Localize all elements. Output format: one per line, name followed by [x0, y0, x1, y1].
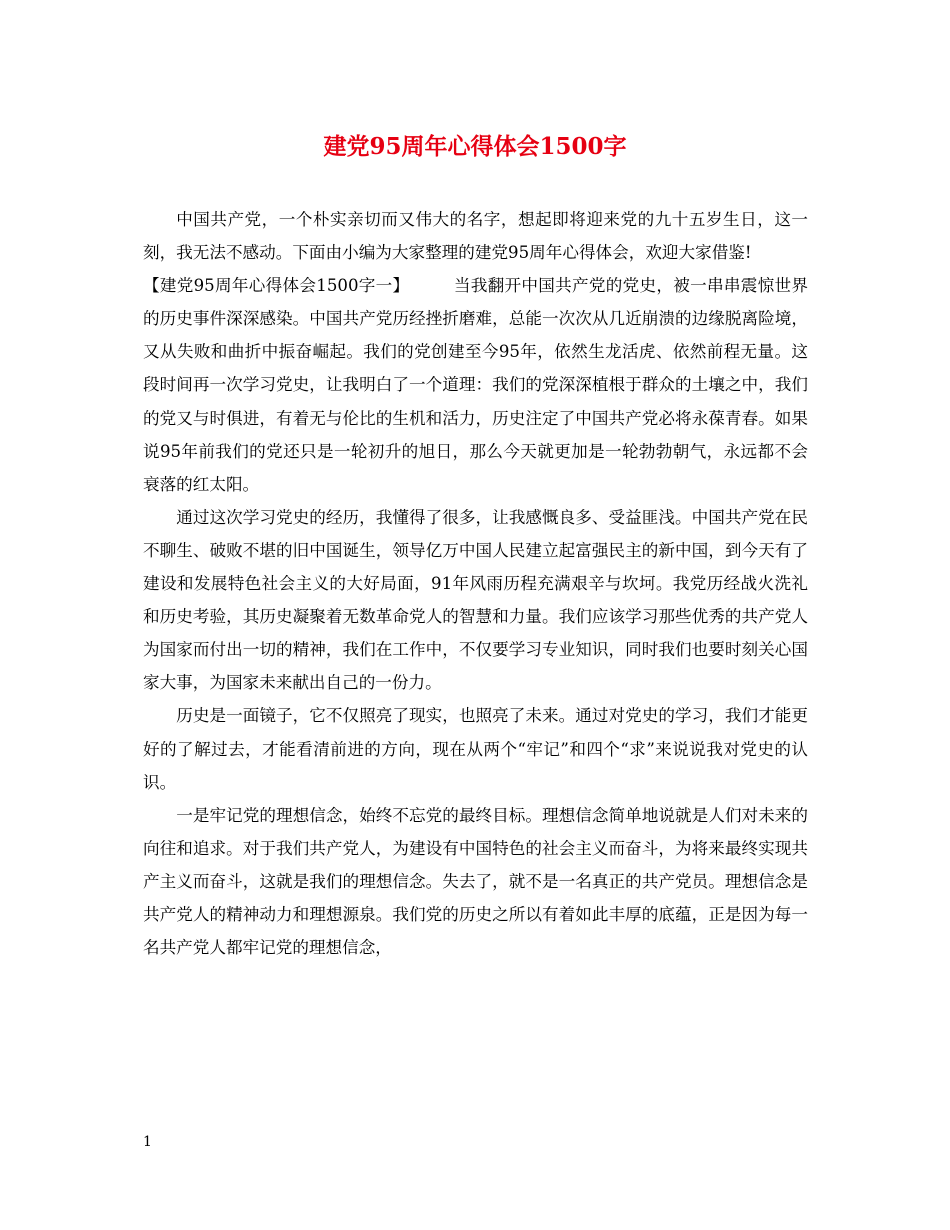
- intro-paragraph: 中国共产党，一个朴实亲切而又伟大的名字，想起即将迎来党的九十五岁生日，这一刻，我无法不感动。下面由小编为大家整理的建党95周年心得体会，欢迎大家借鉴!: [143, 210, 808, 263]
- page-number: 1: [143, 1134, 152, 1150]
- document-title: 建党95周年心得体会1500字: [323, 133, 627, 160]
- section-one-paragraph: [143, 269, 808, 501]
- body-paragraph-2: 通过这次学习党史的经历，我懂得了很多，让我感慨良多、受益匪浅。中国共产党在民不聊生、破败不堪的旧中国诞生，领导亿万中国人民建立起富强民主的新中国，到今天有了建设和发展特色社会主义的大好局面，91年风雨历程充满艰辛与坎坷。我党历经战火洗礼和历史考验，其历史凝聚着无数革命党人的智慧和力量。我们应该学习那些优秀的共产党人为国家而付出一切的精神，我们在工作中，不仅要学习专业知识，同时我们也要时刻关心国家大事，为国家未来献出自己的一份力。: [143, 507, 808, 693]
- body-paragraph-3: 历史是一面镜子，它不仅照亮了现实，也照亮了未来。通过对党史的学习，我们才能更好的了解过去，才能看清前进的方向，现在从两个“牢记”和四个“求”来说说我对党史的认识。: [143, 706, 808, 792]
- body-paragraph-4: 一是牢记党的理想信念，始终不忘党的最终目标。理想信念简单地说就是人们对未来的向往和追求。对于我们共产党人，为建设有中国特色的社会主义而奋斗，为将来最终实现共产主义而奋斗，这就是我们的理想信念。失去了，就不是一名真正的共产党员。理想信念是共产党人的精神动力和理想源泉。我们党的历史之所以有着如此丰厚的底蕴，正是因为每一名共产党人都牢记党的理想信念，: [143, 805, 808, 958]
- section-one-text: 当我翻开中国共产党的党史，被一串串震惊世界的历史事件深深感染。中国共产党历经挫折磨难，总能一次次从几近崩溃的边缘脱离险境，又从失败和曲折中振奋崛起。我们的党创建至今95年，依然生龙活虎、依然前程无量。这段时间再一次学习党史，让我明白了一个道理：我们的党深深植根于群众的土壤之中，我们的党又与时俱进，有着无与伦比的生机和活力，历史注定了中国共产党必将永葆青春。如果说95年前我们的党还只是一轮初升的旭日，那么今天就更加是一轮勃勃朝气，永远都不会衰落的红太阳。: [143, 276, 808, 494]
- section-heading: 【建党95周年心得体会1500字一】: [143, 276, 410, 296]
- document-body: [143, 203, 808, 964]
